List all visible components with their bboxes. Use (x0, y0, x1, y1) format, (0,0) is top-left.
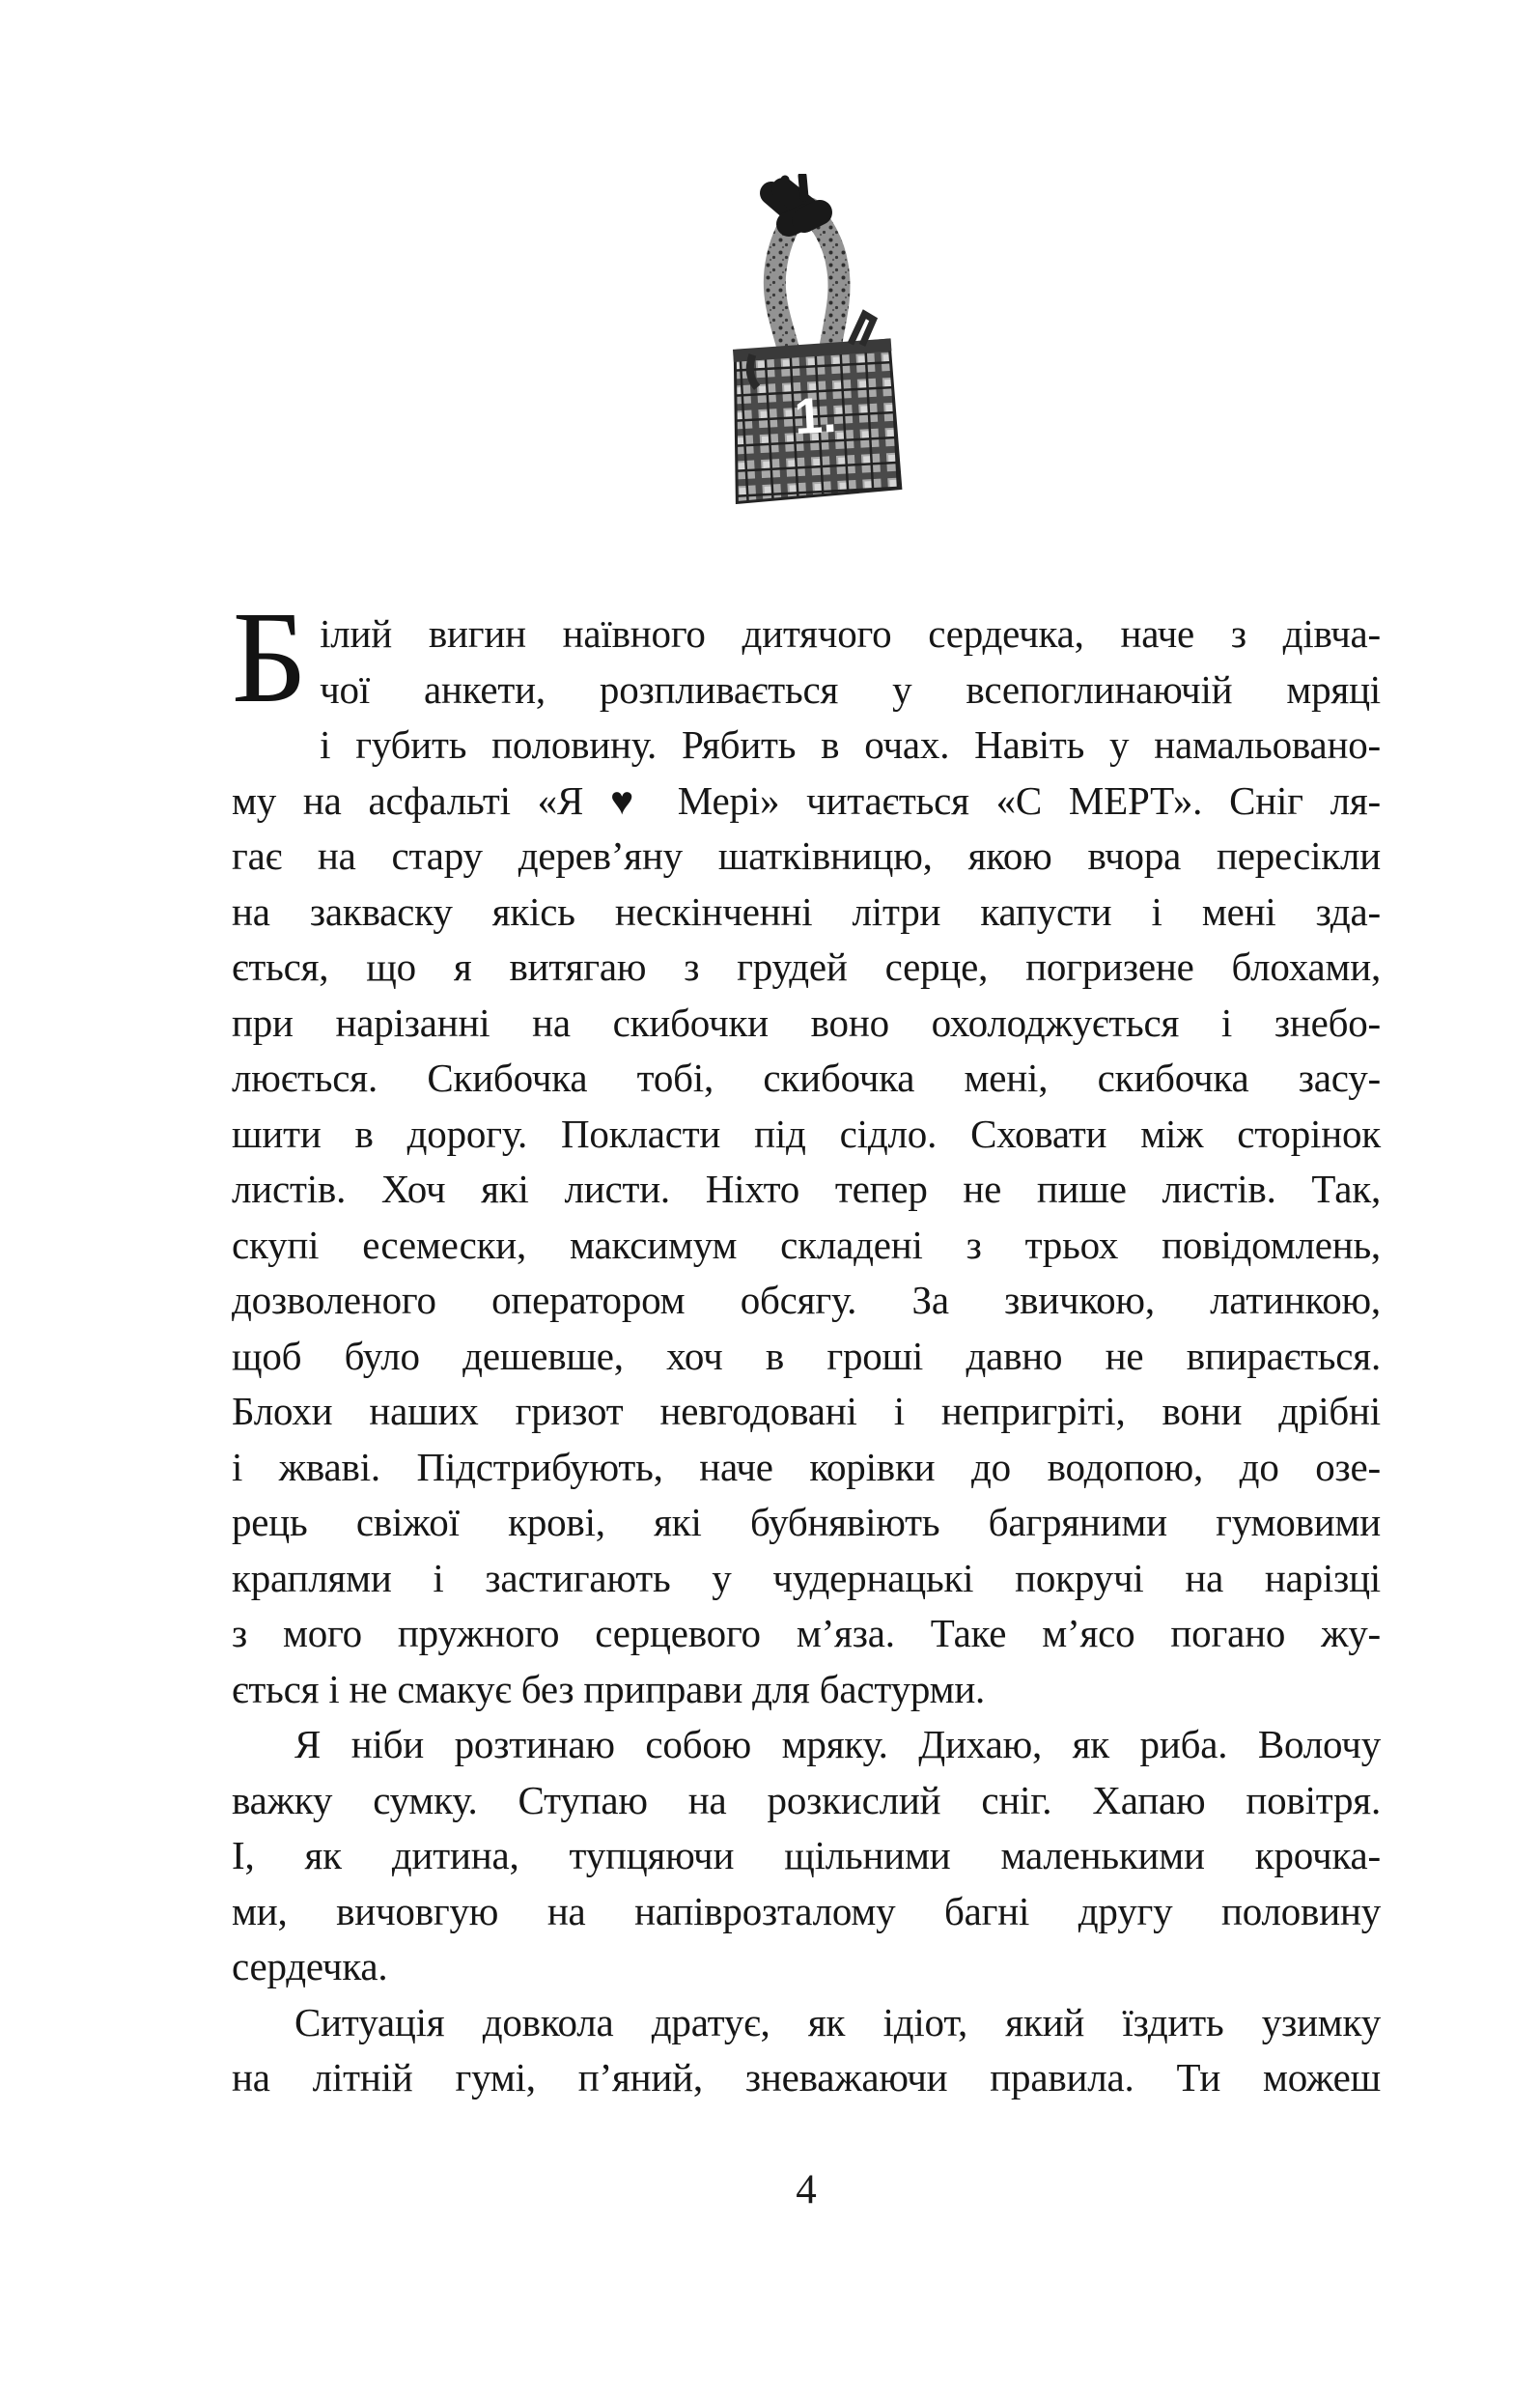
text-line: чої анкети, розпливається у всепоглинаючій мряці (320, 666, 1381, 712)
text-line: шити в дорогу. Покласти під сідло. Сховати між сторінок (232, 1111, 1381, 1156)
text-line: ілий вигин наївного дитячого сердечка, наче з дівча- (320, 611, 1381, 656)
text-line: ми, вичовгую на напіврозталому багні другу половину (232, 1888, 1381, 1933)
text-line: щоб було дешевше, хоч в гроші давно не впирається. (232, 1333, 1381, 1378)
text-line: і жваві. Підстрибують, наче корівки до водопою, до озе- (232, 1444, 1381, 1489)
text-line: Я ніби розтинаю собою мряку. Дихаю, як риба. Волочу (294, 1722, 1381, 1766)
paragraph (232, 1717, 1381, 1995)
text-line: дозволеного оператором обсягу. За звичкою, латинкою, (232, 1278, 1381, 1322)
body-text (232, 585, 1381, 2106)
plaid-bag (728, 313, 902, 503)
text-line: на літній гумі, п’яний, зневажаючи правила. Ти можеш (232, 2055, 1381, 2100)
text-line: сердечка. (232, 1944, 388, 1988)
text-line: скупі есемески, максимум складені з трьох повідомлень, (232, 1222, 1381, 1267)
text-line: краплями і застигають у чудернацькі покручі на нарізці (232, 1555, 1381, 1600)
drop-cap: Б (232, 585, 308, 730)
text-line: люється. Скибочка тобі, скибочка мені, скибочка засу- (232, 1056, 1381, 1100)
chapter-number: 1. (793, 386, 838, 446)
paragraph (232, 1995, 1381, 2106)
text-line: листів. Хоч які листи. Ніхто тепер не пише листів. Так, (232, 1167, 1381, 1211)
paragraph (232, 585, 1381, 1717)
text-line: з мого пружного серцевого м’яза. Таке м’ясо погано жу- (232, 1611, 1381, 1655)
text-line: Ситуація довкола дратує, як ідіот, який їздить узимку (294, 1999, 1381, 2044)
text-line: на закваску якісь нескінченні літри капусти і мені зда- (232, 888, 1381, 934)
text-line: рець свіжої крові, які бубнявіють багряними гумовими (232, 1500, 1381, 1544)
chapter-ornament (727, 174, 907, 504)
text-line: І, як дитина, тупцяючи щільними маленькими крочка- (232, 1833, 1381, 1877)
text-line: ється і не смакує без приправи для бастурми. (232, 1666, 986, 1711)
text-line: Блохи наших гризот невгодовані і непригріті, вони дрібні (232, 1389, 1381, 1433)
page-number: 4 (796, 2167, 817, 2213)
text-line: му на асфальті «Я ♥ Мері» читається «С МЕРТ». Сніг ля- (232, 777, 1381, 823)
high-heel-shoes-icon (771, 176, 820, 224)
text-line: гає на стару дерев’яну шатківницю, якою вчора пересікли (232, 833, 1381, 878)
text-line: і губить половину. Рябить в очах. Навіть у намальовано- (320, 722, 1381, 767)
text-line: ється, що я витягаю з грудей серце, погризене блохами, (232, 944, 1381, 989)
plaid-bag-with-legs-icon (727, 174, 907, 504)
text-line: при нарізанні на скибочки воно охолоджується і знебо- (232, 1000, 1381, 1045)
text-line: важку сумку. Ступаю на розкислий сніг. Хапаю повітря. (232, 1777, 1381, 1822)
